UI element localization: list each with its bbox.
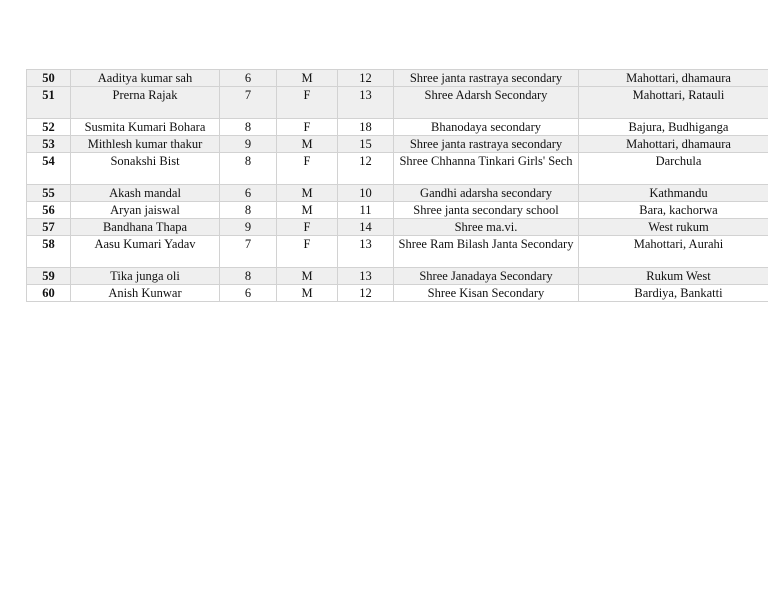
table-row xyxy=(27,285,768,302)
gender-cell: M xyxy=(277,202,338,219)
table-row xyxy=(27,219,768,236)
school-cell: Shree janta rastraya secondary xyxy=(394,70,579,87)
school-cell: Shree Chhanna Tinkari Girls' Sech xyxy=(394,153,579,185)
address-cell: Mahottari, dhamaura xyxy=(579,70,768,87)
school-cell: Shree janta rastraya secondary xyxy=(394,136,579,153)
address-cell: West rukum xyxy=(579,219,768,236)
gender-cell: M xyxy=(277,268,338,285)
gender-cell: F xyxy=(277,219,338,236)
school-cell: Shree Adarsh Secondary xyxy=(394,87,579,119)
serial-number-cell: 55 xyxy=(27,185,71,202)
serial-number-cell: 56 xyxy=(27,202,71,219)
address-cell: Rukum West xyxy=(579,268,768,285)
table-row xyxy=(27,236,768,268)
serial-number-cell: 59 xyxy=(27,268,71,285)
age-cell: 12 xyxy=(338,153,394,185)
grade-cell: 8 xyxy=(220,119,277,136)
serial-number-cell: 50 xyxy=(27,70,71,87)
student-name-cell: Susmita Kumari Bohara xyxy=(71,119,220,136)
gender-cell: M xyxy=(277,70,338,87)
serial-number-cell: 53 xyxy=(27,136,71,153)
grade-cell: 9 xyxy=(220,136,277,153)
table-row xyxy=(27,268,768,285)
student-name-cell: Akash mandal xyxy=(71,185,220,202)
gender-cell: F xyxy=(277,236,338,268)
gender-cell: F xyxy=(277,87,338,119)
student-name-cell: Bandhana Thapa xyxy=(71,219,220,236)
address-cell: Darchula xyxy=(579,153,768,185)
table-row xyxy=(27,70,768,87)
age-cell: 13 xyxy=(338,236,394,268)
grade-cell: 7 xyxy=(220,87,277,119)
grade-cell: 6 xyxy=(220,70,277,87)
school-cell: Shree ma.vi. xyxy=(394,219,579,236)
grade-cell: 8 xyxy=(220,153,277,185)
grade-cell: 8 xyxy=(220,202,277,219)
table-row xyxy=(27,202,768,219)
age-cell: 12 xyxy=(338,285,394,302)
student-name-cell: Aryan jaiswal xyxy=(71,202,220,219)
grade-cell: 7 xyxy=(220,236,277,268)
table-row xyxy=(27,119,768,136)
age-cell: 15 xyxy=(338,136,394,153)
serial-number-cell: 60 xyxy=(27,285,71,302)
school-cell: Shree Ram Bilash Janta Secondary xyxy=(394,236,579,268)
grade-cell: 6 xyxy=(220,285,277,302)
address-cell: Kathmandu xyxy=(579,185,768,202)
age-cell: 13 xyxy=(338,268,394,285)
grade-cell: 8 xyxy=(220,268,277,285)
serial-number-cell: 52 xyxy=(27,119,71,136)
serial-number-cell: 51 xyxy=(27,87,71,119)
school-cell: Bhanodaya secondary xyxy=(394,119,579,136)
serial-number-cell: 57 xyxy=(27,219,71,236)
school-cell: Shree Kisan Secondary xyxy=(394,285,579,302)
student-name-cell: Prerna Rajak xyxy=(71,87,220,119)
age-cell: 13 xyxy=(338,87,394,119)
address-cell: Bajura, Budhiganga xyxy=(579,119,768,136)
age-cell: 18 xyxy=(338,119,394,136)
student-name-cell: Aasu Kumari Yadav xyxy=(71,236,220,268)
gender-cell: F xyxy=(277,153,338,185)
student-name-cell: Anish Kunwar xyxy=(71,285,220,302)
address-cell: Mahottari, dhamaura xyxy=(579,136,768,153)
age-cell: 11 xyxy=(338,202,394,219)
age-cell: 14 xyxy=(338,219,394,236)
age-cell: 10 xyxy=(338,185,394,202)
school-cell: Shree Janadaya Secondary xyxy=(394,268,579,285)
student-name-cell: Sonakshi Bist xyxy=(71,153,220,185)
school-cell: Gandhi adarsha secondary xyxy=(394,185,579,202)
grade-cell: 6 xyxy=(220,185,277,202)
serial-number-cell: 58 xyxy=(27,236,71,268)
address-cell: Bardiya, Bankatti xyxy=(579,285,768,302)
gender-cell: M xyxy=(277,185,338,202)
address-cell: Bara, kachorwa xyxy=(579,202,768,219)
table-row xyxy=(27,136,768,153)
grade-cell: 9 xyxy=(220,219,277,236)
age-cell: 12 xyxy=(338,70,394,87)
address-cell: Mahottari, Aurahi xyxy=(579,236,768,268)
gender-cell: F xyxy=(277,119,338,136)
student-table xyxy=(26,69,768,302)
student-name-cell: Tika junga oli xyxy=(71,268,220,285)
table-row xyxy=(27,185,768,202)
gender-cell: M xyxy=(277,136,338,153)
address-cell: Mahottari, Ratauli xyxy=(579,87,768,119)
gender-cell: M xyxy=(277,285,338,302)
serial-number-cell: 54 xyxy=(27,153,71,185)
school-cell: Shree janta secondary school xyxy=(394,202,579,219)
table-row xyxy=(27,153,768,185)
student-name-cell: Aaditya kumar sah xyxy=(71,70,220,87)
table-row xyxy=(27,87,768,119)
student-name-cell: Mithlesh kumar thakur xyxy=(71,136,220,153)
